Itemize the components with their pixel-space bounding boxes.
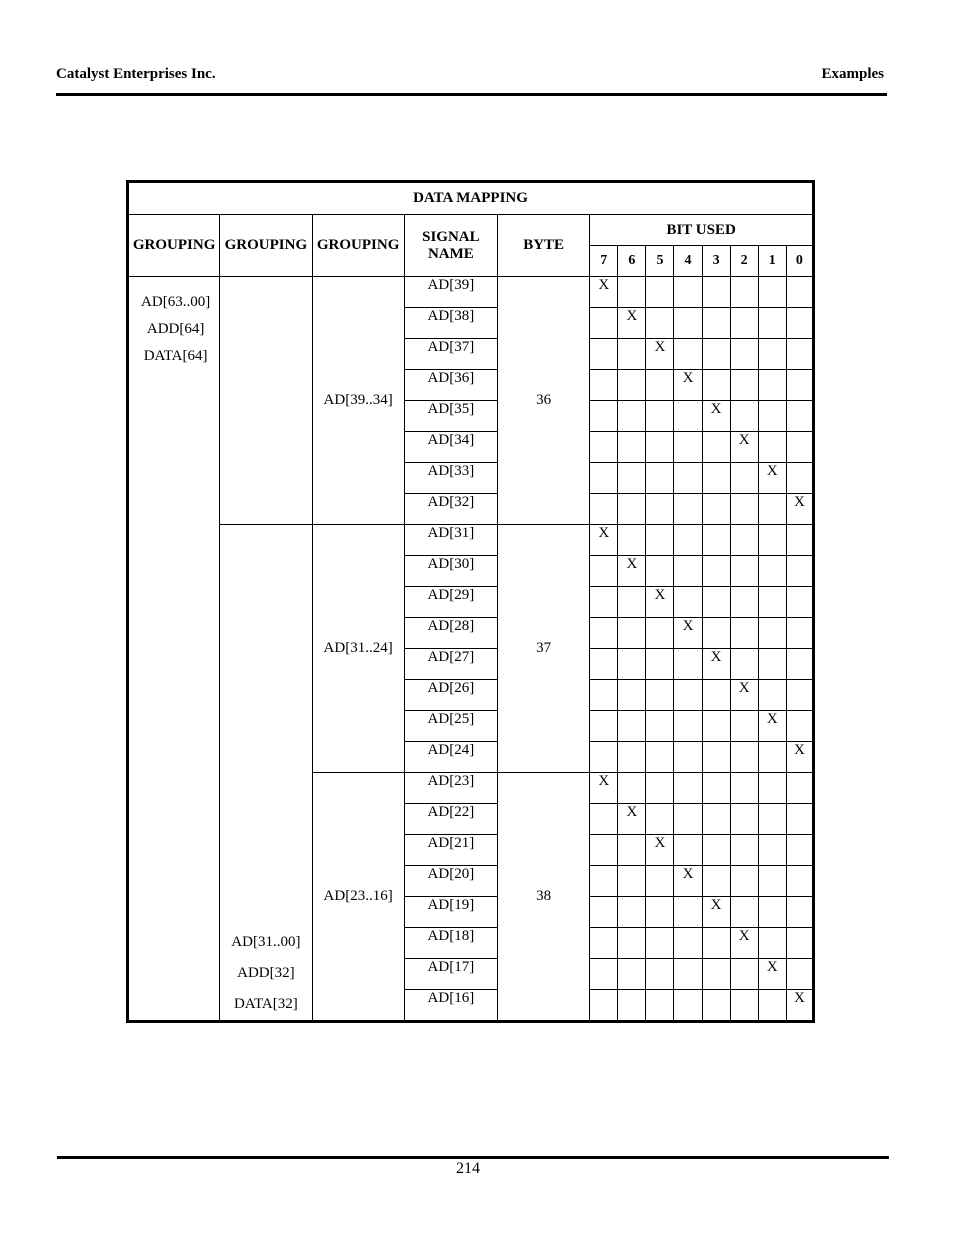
- bit-cell: [590, 308, 618, 339]
- byte-number: 37: [498, 525, 590, 773]
- bit-cell: [646, 866, 674, 897]
- bit-cell: [590, 401, 618, 432]
- signal-name: AD[39]: [404, 277, 497, 308]
- bit-cell: [786, 835, 813, 866]
- bit-cell: [758, 897, 786, 928]
- bit-cell: [590, 463, 618, 494]
- bit-cell: [618, 525, 646, 556]
- bit-cell: [590, 804, 618, 835]
- bit-cell: [786, 680, 813, 711]
- grouping-range: AD[31..24]: [312, 525, 404, 773]
- bit-mark: X: [758, 959, 786, 990]
- header-company: Catalyst Enterprises Inc.: [56, 66, 216, 82]
- bit-cell: [646, 804, 674, 835]
- bit-cell: [618, 277, 646, 308]
- bit-cell: [702, 339, 730, 370]
- bit-cell: [702, 618, 730, 649]
- signal-name: AD[35]: [404, 401, 497, 432]
- grouping-32bit: [220, 525, 312, 1022]
- bit-cell: [730, 742, 758, 773]
- bit-cell: [590, 711, 618, 742]
- bit-cell: [618, 959, 646, 990]
- bit-mark: X: [758, 711, 786, 742]
- bit-cell: [618, 866, 646, 897]
- bit-mark: X: [590, 277, 618, 308]
- bit-cell: [786, 711, 813, 742]
- bit-cell: [758, 835, 786, 866]
- bit-cell: [590, 928, 618, 959]
- bit-cell: [590, 835, 618, 866]
- bit-cell: [646, 773, 674, 804]
- bit-cell: [618, 928, 646, 959]
- bit-cell: [730, 866, 758, 897]
- bit-cell: [674, 432, 702, 463]
- bit-mark: X: [730, 432, 758, 463]
- bit-cell: [786, 897, 813, 928]
- bit-cell: [618, 463, 646, 494]
- bit-cell: [674, 804, 702, 835]
- bit-cell: [786, 804, 813, 835]
- bit-cell: [730, 990, 758, 1022]
- bit-cell: [618, 370, 646, 401]
- bit-cell: [618, 990, 646, 1022]
- bit-cell: [730, 959, 758, 990]
- col-header-signal-name: [404, 215, 497, 277]
- bit-mark: X: [702, 649, 730, 680]
- byte-number: 36: [498, 277, 590, 525]
- bit-cell: [758, 525, 786, 556]
- bit-cell: [786, 432, 813, 463]
- bit-header-1: 1: [758, 246, 786, 277]
- bit-cell: [730, 649, 758, 680]
- bit-cell: [674, 990, 702, 1022]
- bit-cell: [618, 494, 646, 525]
- bit-header-0: 0: [786, 246, 813, 277]
- bit-cell: [730, 556, 758, 587]
- table-title: DATA MAPPING: [128, 182, 814, 215]
- bit-cell: [674, 339, 702, 370]
- bit-cell: [674, 587, 702, 618]
- bit-cell: [786, 866, 813, 897]
- signal-name: AD[19]: [404, 897, 497, 928]
- bit-cell: [590, 897, 618, 928]
- bit-cell: [646, 742, 674, 773]
- bit-mark: X: [646, 587, 674, 618]
- signal-name: AD[23]: [404, 773, 497, 804]
- bit-cell: [702, 742, 730, 773]
- bit-cell: [758, 928, 786, 959]
- bit-cell: [618, 897, 646, 928]
- bit-cell: [646, 897, 674, 928]
- signal-name: AD[38]: [404, 308, 497, 339]
- bit-cell: [618, 711, 646, 742]
- signal-name: AD[16]: [404, 990, 497, 1022]
- grouping-64bit-label: AD[63..00]: [141, 294, 211, 310]
- bit-cell: [786, 525, 813, 556]
- bit-cell: [674, 401, 702, 432]
- bit-cell: [730, 370, 758, 401]
- grouping-range: AD[23..16]: [312, 773, 404, 1022]
- bit-cell: [646, 432, 674, 463]
- bit-cell: [786, 463, 813, 494]
- bit-cell: [730, 587, 758, 618]
- bit-cell: [618, 432, 646, 463]
- bit-cell: [702, 432, 730, 463]
- bit-cell: [758, 990, 786, 1022]
- bit-cell: [758, 866, 786, 897]
- bit-cell: [674, 959, 702, 990]
- bit-cell: [758, 401, 786, 432]
- bit-cell: [786, 959, 813, 990]
- signal-name: AD[17]: [404, 959, 497, 990]
- bit-cell: [758, 432, 786, 463]
- bit-cell: [730, 308, 758, 339]
- bit-mark: X: [758, 463, 786, 494]
- grouping-empty-cell: [220, 277, 312, 525]
- bit-cell: [674, 649, 702, 680]
- bit-cell: [758, 742, 786, 773]
- bit-cell: [590, 649, 618, 680]
- bit-cell: [646, 618, 674, 649]
- bit-cell: [758, 804, 786, 835]
- grouping-32bit-label: AD[31..00]: [231, 934, 301, 950]
- signal-name: AD[28]: [404, 618, 497, 649]
- bit-cell: [758, 556, 786, 587]
- bit-cell: [786, 401, 813, 432]
- col-header-grouping-3: GROUPING: [312, 215, 404, 277]
- bit-header-6: 6: [618, 246, 646, 277]
- bit-cell: [702, 773, 730, 804]
- bit-mark: X: [702, 401, 730, 432]
- bit-cell: [646, 525, 674, 556]
- bit-cell: [646, 308, 674, 339]
- bit-header-4: 4: [674, 246, 702, 277]
- col-header-grouping-2: GROUPING: [220, 215, 312, 277]
- bit-cell: [702, 711, 730, 742]
- bit-cell: [674, 680, 702, 711]
- bit-cell: [590, 959, 618, 990]
- bit-mark: X: [730, 680, 758, 711]
- bit-cell: [758, 370, 786, 401]
- bit-cell: [702, 370, 730, 401]
- bit-cell: [758, 308, 786, 339]
- bit-cell: [702, 587, 730, 618]
- bit-cell: [702, 804, 730, 835]
- bit-cell: [758, 773, 786, 804]
- bit-cell: [786, 370, 813, 401]
- grouping-64bit: [128, 277, 220, 1022]
- header-section: Examples: [821, 66, 884, 82]
- bit-cell: [618, 649, 646, 680]
- signal-name: AD[36]: [404, 370, 497, 401]
- bit-cell: [702, 959, 730, 990]
- data-mapping-table: [126, 180, 815, 1023]
- bit-cell: [730, 277, 758, 308]
- grouping-32bit-label: ADD[32]: [237, 965, 295, 981]
- bit-cell: [674, 556, 702, 587]
- page-number: 214: [456, 1160, 480, 1177]
- bit-mark: X: [618, 308, 646, 339]
- bit-cell: [758, 587, 786, 618]
- signal-name: AD[27]: [404, 649, 497, 680]
- bit-cell: [590, 432, 618, 463]
- bit-mark: X: [618, 804, 646, 835]
- bit-mark: X: [646, 835, 674, 866]
- bit-cell: [646, 401, 674, 432]
- byte-number: 38: [498, 773, 590, 1022]
- signal-name: AD[22]: [404, 804, 497, 835]
- bit-cell: [674, 928, 702, 959]
- bit-cell: [646, 494, 674, 525]
- header-divider: [56, 93, 887, 96]
- bit-cell: [674, 494, 702, 525]
- bit-cell: [618, 680, 646, 711]
- bit-mark: X: [674, 866, 702, 897]
- table-row: [128, 277, 814, 308]
- signal-name: AD[33]: [404, 463, 497, 494]
- bit-cell: [702, 277, 730, 308]
- bit-cell: [730, 401, 758, 432]
- signal-name: AD[30]: [404, 556, 497, 587]
- bit-cell: [786, 587, 813, 618]
- bit-cell: [758, 339, 786, 370]
- bit-cell: [786, 649, 813, 680]
- bit-mark: X: [786, 990, 813, 1022]
- bit-cell: [786, 928, 813, 959]
- bit-cell: [590, 742, 618, 773]
- bit-cell: [618, 339, 646, 370]
- bit-cell: [702, 494, 730, 525]
- bit-cell: [646, 649, 674, 680]
- bit-cell: [786, 339, 813, 370]
- bit-cell: [590, 370, 618, 401]
- bit-cell: [674, 711, 702, 742]
- bit-cell: [786, 773, 813, 804]
- bit-cell: [646, 463, 674, 494]
- signal-name: AD[24]: [404, 742, 497, 773]
- signal-name: AD[34]: [404, 432, 497, 463]
- bit-mark: X: [730, 928, 758, 959]
- bit-cell: [730, 804, 758, 835]
- bit-mark: X: [702, 897, 730, 928]
- bit-cell: [590, 556, 618, 587]
- bit-cell: [590, 990, 618, 1022]
- bit-cell: [646, 556, 674, 587]
- signal-name: AD[26]: [404, 680, 497, 711]
- bit-cell: [702, 556, 730, 587]
- bit-cell: [590, 680, 618, 711]
- bit-cell: [590, 494, 618, 525]
- bit-cell: [646, 711, 674, 742]
- bit-cell: [590, 587, 618, 618]
- bit-cell: [702, 835, 730, 866]
- bit-header-2: 2: [730, 246, 758, 277]
- bit-cell: [590, 866, 618, 897]
- bit-cell: [646, 277, 674, 308]
- col-header-grouping-1: GROUPING: [128, 215, 220, 277]
- grouping-range: AD[39..34]: [312, 277, 404, 525]
- grouping-64bit-label: ADD[64]: [146, 321, 205, 337]
- signal-name: AD[21]: [404, 835, 497, 866]
- bit-header-3: 3: [702, 246, 730, 277]
- bit-cell: [730, 463, 758, 494]
- bit-cell: [618, 587, 646, 618]
- bit-cell: [674, 525, 702, 556]
- bit-cell: [674, 308, 702, 339]
- bit-cell: [730, 618, 758, 649]
- bit-mark: X: [786, 742, 813, 773]
- col-header-bit-used: BIT USED: [590, 215, 814, 246]
- bit-mark: X: [590, 773, 618, 804]
- bit-cell: [646, 928, 674, 959]
- bit-cell: [674, 897, 702, 928]
- bit-cell: [646, 370, 674, 401]
- signal-name: AD[20]: [404, 866, 497, 897]
- grouping-32bit-label: DATA[32]: [233, 996, 298, 1012]
- bit-cell: [590, 339, 618, 370]
- signal-header-line2: NAME: [427, 245, 474, 262]
- bit-cell: [646, 680, 674, 711]
- bit-cell: [702, 463, 730, 494]
- bit-cell: [674, 463, 702, 494]
- bit-cell: [730, 773, 758, 804]
- col-header-byte: BYTE: [498, 215, 590, 277]
- bit-cell: [618, 835, 646, 866]
- signal-name: AD[29]: [404, 587, 497, 618]
- bit-cell: [702, 928, 730, 959]
- bit-cell: [674, 773, 702, 804]
- bit-cell: [702, 308, 730, 339]
- signal-name: AD[31]: [404, 525, 497, 556]
- bit-cell: [674, 835, 702, 866]
- bit-cell: [758, 277, 786, 308]
- bit-cell: [702, 525, 730, 556]
- bit-cell: [702, 990, 730, 1022]
- bit-cell: [702, 680, 730, 711]
- bit-header-7: 7: [590, 246, 618, 277]
- bit-cell: [702, 866, 730, 897]
- bit-cell: [674, 742, 702, 773]
- bit-cell: [674, 277, 702, 308]
- bit-cell: [786, 618, 813, 649]
- bit-cell: [730, 525, 758, 556]
- grouping-64bit-label: DATA[64]: [143, 348, 208, 364]
- bit-cell: [646, 990, 674, 1022]
- signal-name: AD[18]: [404, 928, 497, 959]
- bit-cell: [618, 401, 646, 432]
- bit-cell: [730, 835, 758, 866]
- bit-cell: [730, 339, 758, 370]
- bit-cell: [758, 680, 786, 711]
- bit-cell: [618, 742, 646, 773]
- bit-mark: X: [618, 556, 646, 587]
- signal-header-line1: SIGNAL: [422, 228, 480, 245]
- bit-cell: [730, 897, 758, 928]
- bit-cell: [758, 494, 786, 525]
- bit-mark: X: [674, 618, 702, 649]
- bit-cell: [646, 959, 674, 990]
- bit-cell: [618, 618, 646, 649]
- bit-cell: [590, 618, 618, 649]
- bit-mark: X: [646, 339, 674, 370]
- bit-cell: [758, 618, 786, 649]
- bit-cell: [758, 649, 786, 680]
- table-row: [128, 525, 814, 556]
- footer-divider: [57, 1156, 889, 1159]
- signal-name: AD[25]: [404, 711, 497, 742]
- bit-cell: [786, 277, 813, 308]
- bit-cell: [730, 494, 758, 525]
- bit-cell: [786, 556, 813, 587]
- signal-name: AD[37]: [404, 339, 497, 370]
- bit-cell: [786, 308, 813, 339]
- bit-cell: [730, 711, 758, 742]
- bit-mark: X: [590, 525, 618, 556]
- bit-header-5: 5: [646, 246, 674, 277]
- bit-cell: [618, 773, 646, 804]
- bit-mark: X: [786, 494, 813, 525]
- signal-name: AD[32]: [404, 494, 497, 525]
- bit-mark: X: [674, 370, 702, 401]
